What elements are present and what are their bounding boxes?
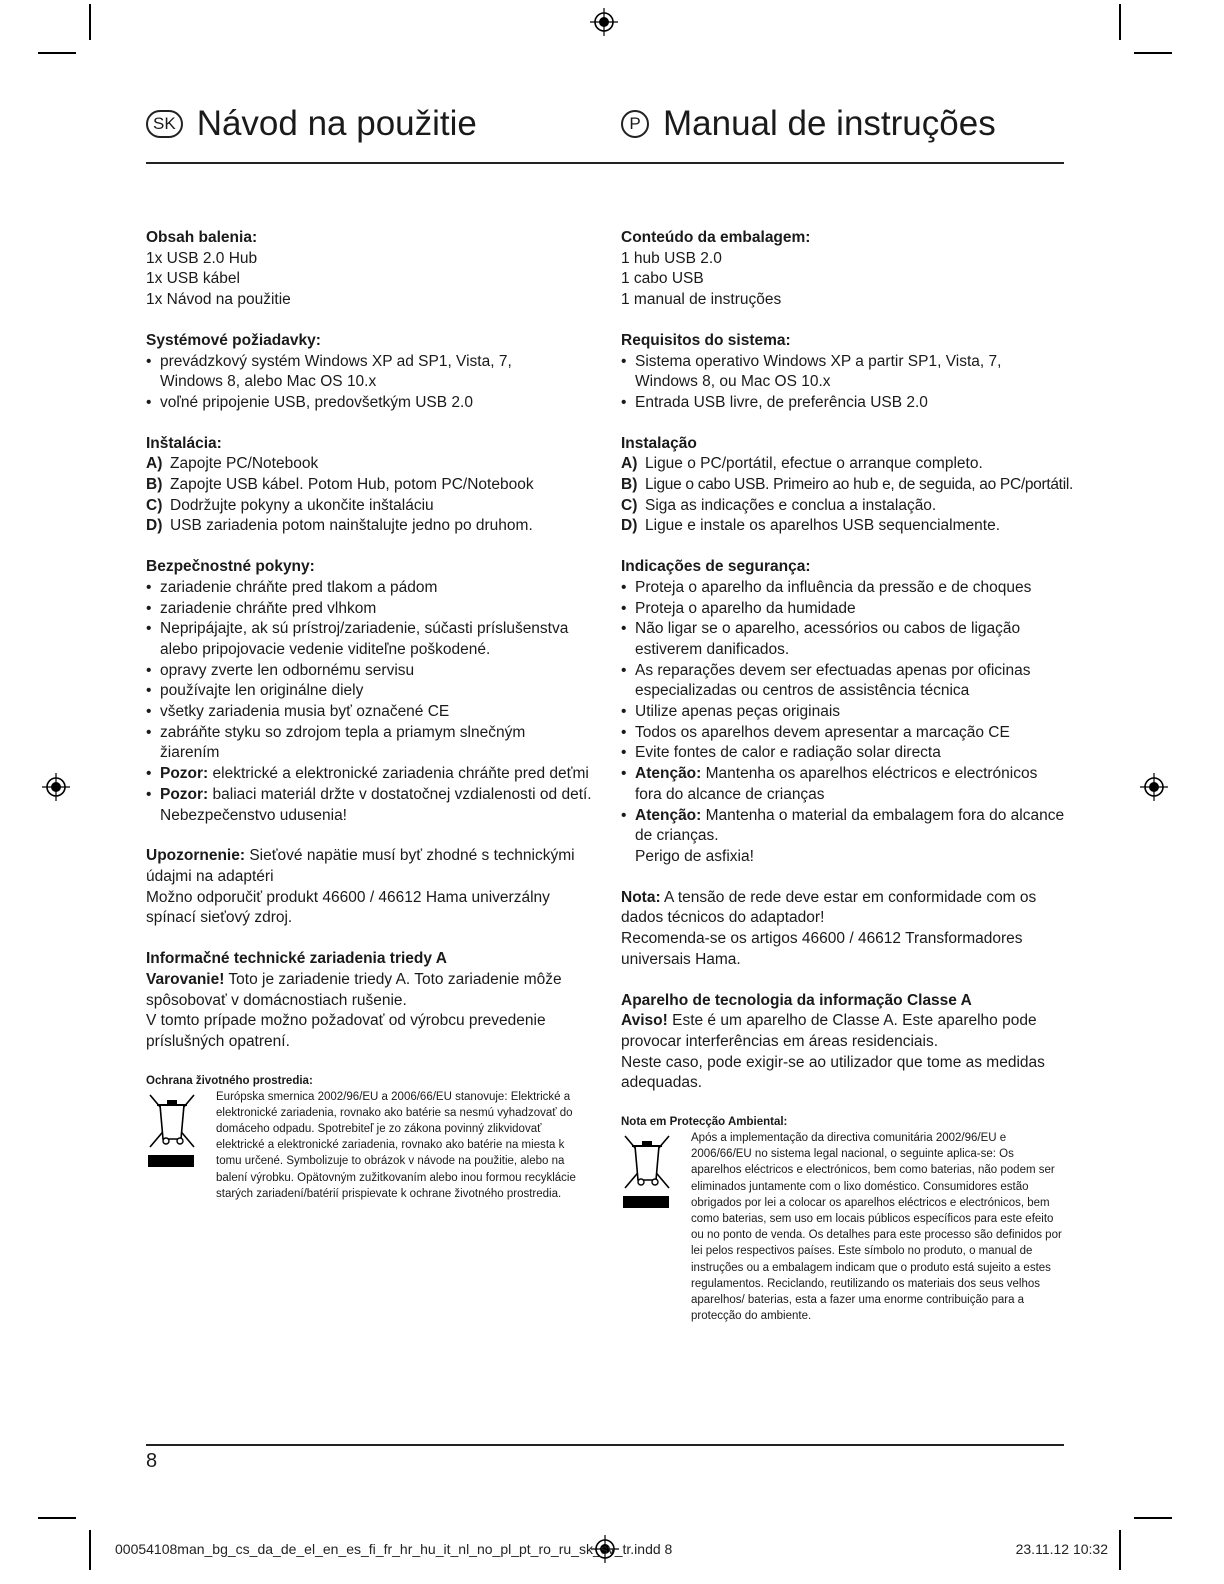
footer-rule — [146, 1444, 1064, 1446]
warning-text: elektrické a elektronické zariadenia chráňte pred deťmi — [208, 765, 589, 783]
step-label: D) — [621, 517, 638, 535]
section-package — [146, 228, 596, 311]
package-line: 1 manual de instruções — [621, 291, 782, 309]
safety-list — [146, 578, 596, 826]
requirements-list — [621, 352, 1066, 414]
crop-mark — [1134, 52, 1172, 54]
install-step — [621, 475, 1073, 496]
step-text: Dodržujte pokyny a ukončite inštaláciu — [170, 496, 434, 514]
crop-mark — [1134, 1517, 1172, 1519]
environment-text: Európska smernica 2002/96/EU a 2006/66/EU stanovuje: Elektrické a elektronické zariadenia, rovnako ako batérie sa nesmú vyhadzovať do domáceho odpadu. Spotrebiteľ je zo zákona povinný zlikvidovať elektrické a elektronické zariadenia, rovnako ako batérie na miesta k tomu určené. Symbolizuje to obrázok v návode na použitie, alebo na balení výrobku. Opätovným zužitkovaním alebo inou formou recyklácie starých zariadení/batérií prispievate k ochrane životného prostredia. — [216, 1090, 576, 1200]
list-item: • As reparações devem ser efectuadas apenas por oficinas especializadas ou centros de assistência técnica — [621, 661, 1065, 702]
section-heading: Inštalácia: — [146, 434, 222, 452]
package-line: 1x USB 2.0 Hub — [146, 249, 258, 267]
step-label: B) — [621, 476, 638, 494]
step-text: Ligue o cabo USB. Primeiro ao hub e, de seguida, ao PC/portátil. — [645, 476, 1073, 494]
section-class-a — [146, 949, 596, 1053]
step-text: Ligue o PC/portátil, efectue o arranque completo. — [645, 455, 983, 473]
warning-text: baliaci materiál držte v dostatočnej vzdialenosti od detí. — [208, 785, 592, 803]
step-text: Siga as indicações e conclua a instalação. — [645, 496, 937, 514]
step-label: A) — [621, 455, 638, 473]
list-item: • Entrada USB livre, de preferência USB 2.0 — [621, 393, 1066, 414]
warning-label: Atenção: — [635, 765, 702, 783]
list-item: • voľné pripojenie USB, predovšetkým USB 2.0 — [146, 393, 596, 414]
section-heading: Conteúdo da embalagem: — [621, 229, 811, 246]
list-item — [146, 764, 596, 785]
crop-mark — [38, 1517, 76, 1519]
list-item: • opravy zverte len odbornému servisu — [146, 661, 596, 682]
step-text: USB zariadenia potom nainštalujte jedno po druhom. — [170, 517, 533, 535]
section-requirements — [621, 331, 1066, 414]
header-sk — [146, 104, 477, 144]
list-item: • zariadenie chráňte pred vlhkom — [146, 599, 596, 620]
slug-filename: 00054108man_bg_cs_da_de_el_en_es_fi_fr_hr_hu_it_nl_no_pl_pt_ro_ru_sk_sv_tr.indd 8 — [115, 1541, 673, 1557]
list-item: • všetky zariadenia musia byť označené CE — [146, 702, 596, 723]
language-badge-sk: SK — [146, 110, 183, 138]
step-text: Ligue e instale os aparelhos USB sequencialmente. — [645, 517, 1001, 535]
section-installation — [621, 434, 1073, 538]
package-line: 1 hub USB 2.0 — [621, 249, 722, 267]
section-heading: Informačné technické zariadenia triedy A — [146, 950, 447, 968]
weee-bin-icon — [146, 1089, 216, 1202]
install-step — [621, 496, 1066, 517]
note-text: Sieťové napätie musí byť zhodné s technickými údajmi na adaptéri — [146, 847, 575, 885]
note-label: Upozornenie: — [146, 847, 246, 865]
list-item: • Não ligar se o aparelho, acessórios ou cabos de ligação estiverem danificados. — [621, 619, 1035, 660]
page-title-pt: Manual de instruções — [663, 104, 996, 143]
step-text: Zapojte USB kábel. Potom Hub, potom PC/Notebook — [170, 476, 534, 494]
page-number: 8 — [146, 1450, 158, 1472]
list-item — [621, 806, 1066, 868]
requirements-list — [146, 352, 596, 414]
section-heading: Indicações de segurança: — [621, 558, 811, 576]
warning-text: Mantenha o material da embalagem fora do alcance de crianças. — [635, 806, 1065, 845]
class-a-paragraph: Neste caso, pode exigir-se ao utilizador que tome as medidas adequadas. — [621, 1053, 1045, 1092]
list-item: • Utilize apenas peças originais — [621, 702, 1066, 723]
section-heading: Ochrana životného prostredia: — [146, 1074, 313, 1087]
list-item: • Sistema operativo Windows XP a partir SP1, Vista, 7, Windows 8, ou Mac OS 10.x — [621, 352, 1015, 393]
warning-label: Pozor: — [160, 765, 209, 783]
list-item — [621, 764, 1055, 805]
package-line: 1 cabo USB — [621, 270, 704, 288]
install-step — [146, 516, 596, 537]
section-class-a — [621, 991, 1066, 1095]
class-a-paragraph — [146, 970, 576, 1011]
environment-text: Após a implementação da directiva comunitária 2002/96/EU e 2006/66/EU no sistema legal nacional, o seguinte aplica-se: Os aparelhos eléctricos e electrónicos, bem como baterias, não podem ser eliminados juntamente com o lixo doméstico. Consumidores estão obrigados por lei a colocar os aparelhos eléctricos e electrónicos, bem como baterias, sem uso em locais públicos específicos para este efeito ou no ponto de venda. Os detalhes para este processo são definidos por lei pelos respectivos países. Este símbolo no produto, o manual de instruções ou a embalagem indicam que o produto está sujeito a estes regulamentos. Reciclando, reutilizando os materiais dos seus velhos aparelhos/ baterias, esta a fazer uma enorme contribuição para a protecção do ambiente. — [691, 1132, 1062, 1323]
environment-body — [621, 1130, 1066, 1324]
warning-text: Mantenha os aparelhos eléctricos e electrónicos fora do alcance de crianças — [635, 765, 1038, 803]
crop-mark — [38, 52, 76, 54]
section-safety — [146, 557, 596, 826]
class-a-paragraph: V tomto prípade možno požadovať od výrobcu prevedenie príslušných opatrení. — [146, 1012, 546, 1050]
step-label: A) — [146, 455, 163, 473]
warning-label: Pozor: — [160, 785, 209, 803]
section-package — [621, 228, 1066, 311]
environment-body — [146, 1089, 596, 1202]
list-item: • Evite fontes de calor e radiação solar directa — [621, 743, 1066, 764]
section-heading: Requisitos do sistema: — [621, 331, 791, 349]
section-heading: Nota em Protecção Ambiental: — [621, 1116, 788, 1129]
header-rule — [146, 162, 1064, 164]
section-heading: Instalação — [621, 434, 697, 452]
section-requirements — [146, 331, 596, 414]
warning-text: Perigo de asfixia! — [635, 847, 754, 865]
step-text: Zapojte PC/Notebook — [170, 455, 319, 473]
note-label: Nota: — [621, 888, 661, 906]
list-item: • zabráňte styku so zdrojom tepla a priamym slnečným žiarením — [146, 723, 560, 764]
column-portuguese — [621, 228, 1073, 1324]
step-label: C) — [621, 496, 638, 514]
install-step — [146, 454, 596, 475]
list-item: • Todos os aparelhos devem apresentar a marcação CE — [621, 723, 1066, 744]
section-heading: Bezpečnostné pokyny: — [146, 558, 315, 576]
crop-mark — [1119, 4, 1121, 40]
section-power-note — [146, 846, 596, 929]
install-step — [146, 475, 596, 496]
section-environment — [146, 1073, 596, 1202]
warning-label: Varovanie! — [146, 970, 225, 988]
warning-label: Atenção: — [635, 806, 702, 824]
warning-text: Toto je zariadenie triedy A. Toto zariadenie môže spôsobovať v domácnostiach rušenie. — [146, 970, 562, 1009]
section-power-note — [621, 888, 1066, 971]
list-item: • prevádzkový systém Windows XP ad SP1, Vista, 7, Windows 8, alebo Mac OS 10.x — [146, 352, 520, 393]
package-line: 1x Návod na použitie — [146, 291, 291, 309]
list-item: • Proteja o aparelho da influência da pressão e de choques — [621, 578, 1066, 599]
note-paragraph — [146, 846, 576, 887]
section-heading: Obsah balenia: — [146, 229, 258, 246]
language-badge-pt: P — [621, 110, 649, 138]
warning-text: Nebezpečenstvo udusenia! — [160, 806, 347, 824]
install-step — [146, 496, 596, 517]
class-a-paragraph — [621, 1011, 1051, 1052]
registration-mark-icon — [590, 8, 618, 36]
column-slovak — [146, 228, 596, 1202]
step-label: D) — [146, 517, 163, 535]
install-step — [621, 516, 1066, 537]
note-paragraph: Možno odporučiť produkt 46600 / 46612 Hama univerzálny spínací sieťový zdroj. — [146, 888, 550, 927]
warning-label: Aviso! — [621, 1012, 668, 1030]
list-item: • používajte len originálne diely — [146, 681, 596, 702]
crop-mark — [1119, 1530, 1121, 1570]
page-title-sk: Návod na použitie — [196, 104, 477, 143]
note-text: A tensão de rede deve estar em conformidade com os dados técnicos do adaptador! — [621, 888, 1037, 927]
section-safety — [621, 557, 1066, 868]
header-pt — [621, 104, 996, 144]
safety-list — [621, 578, 1066, 868]
install-step — [621, 454, 1066, 475]
slug-date: 23.11.12 10:32 — [1015, 1541, 1108, 1557]
package-line: 1x USB kábel — [146, 270, 240, 288]
note-paragraph: Recomenda-se os artigos 46600 / 46612 Transformadores universais Hama. — [621, 930, 1023, 968]
registration-mark-icon — [1140, 773, 1168, 801]
list-item — [146, 785, 596, 826]
list-item: • Proteja o aparelho da humidade — [621, 599, 1066, 620]
weee-bin-icon — [621, 1130, 691, 1324]
crop-mark — [89, 4, 91, 40]
registration-mark-icon — [42, 773, 70, 801]
section-environment — [621, 1114, 1066, 1324]
warning-text: Este é um aparelho de Classe A. Este aparelho pode provocar interferências em áreas residenciais. — [621, 1012, 1037, 1050]
list-item: • Nepripájajte, ak sú prístroj/zariadenie, súčasti príslušenstva alebo pripojovacie vedenie viditeľne poškodené. — [146, 619, 580, 660]
section-installation — [146, 434, 596, 538]
step-label: C) — [146, 496, 163, 514]
step-label: B) — [146, 476, 163, 494]
note-paragraph — [621, 888, 1051, 929]
crop-mark — [89, 1530, 91, 1570]
section-heading: Aparelho de tecnologia da informação Classe A — [621, 991, 972, 1009]
section-heading: Systémové požiadavky: — [146, 331, 321, 349]
list-item: • zariadenie chráňte pred tlakom a pádom — [146, 578, 596, 599]
